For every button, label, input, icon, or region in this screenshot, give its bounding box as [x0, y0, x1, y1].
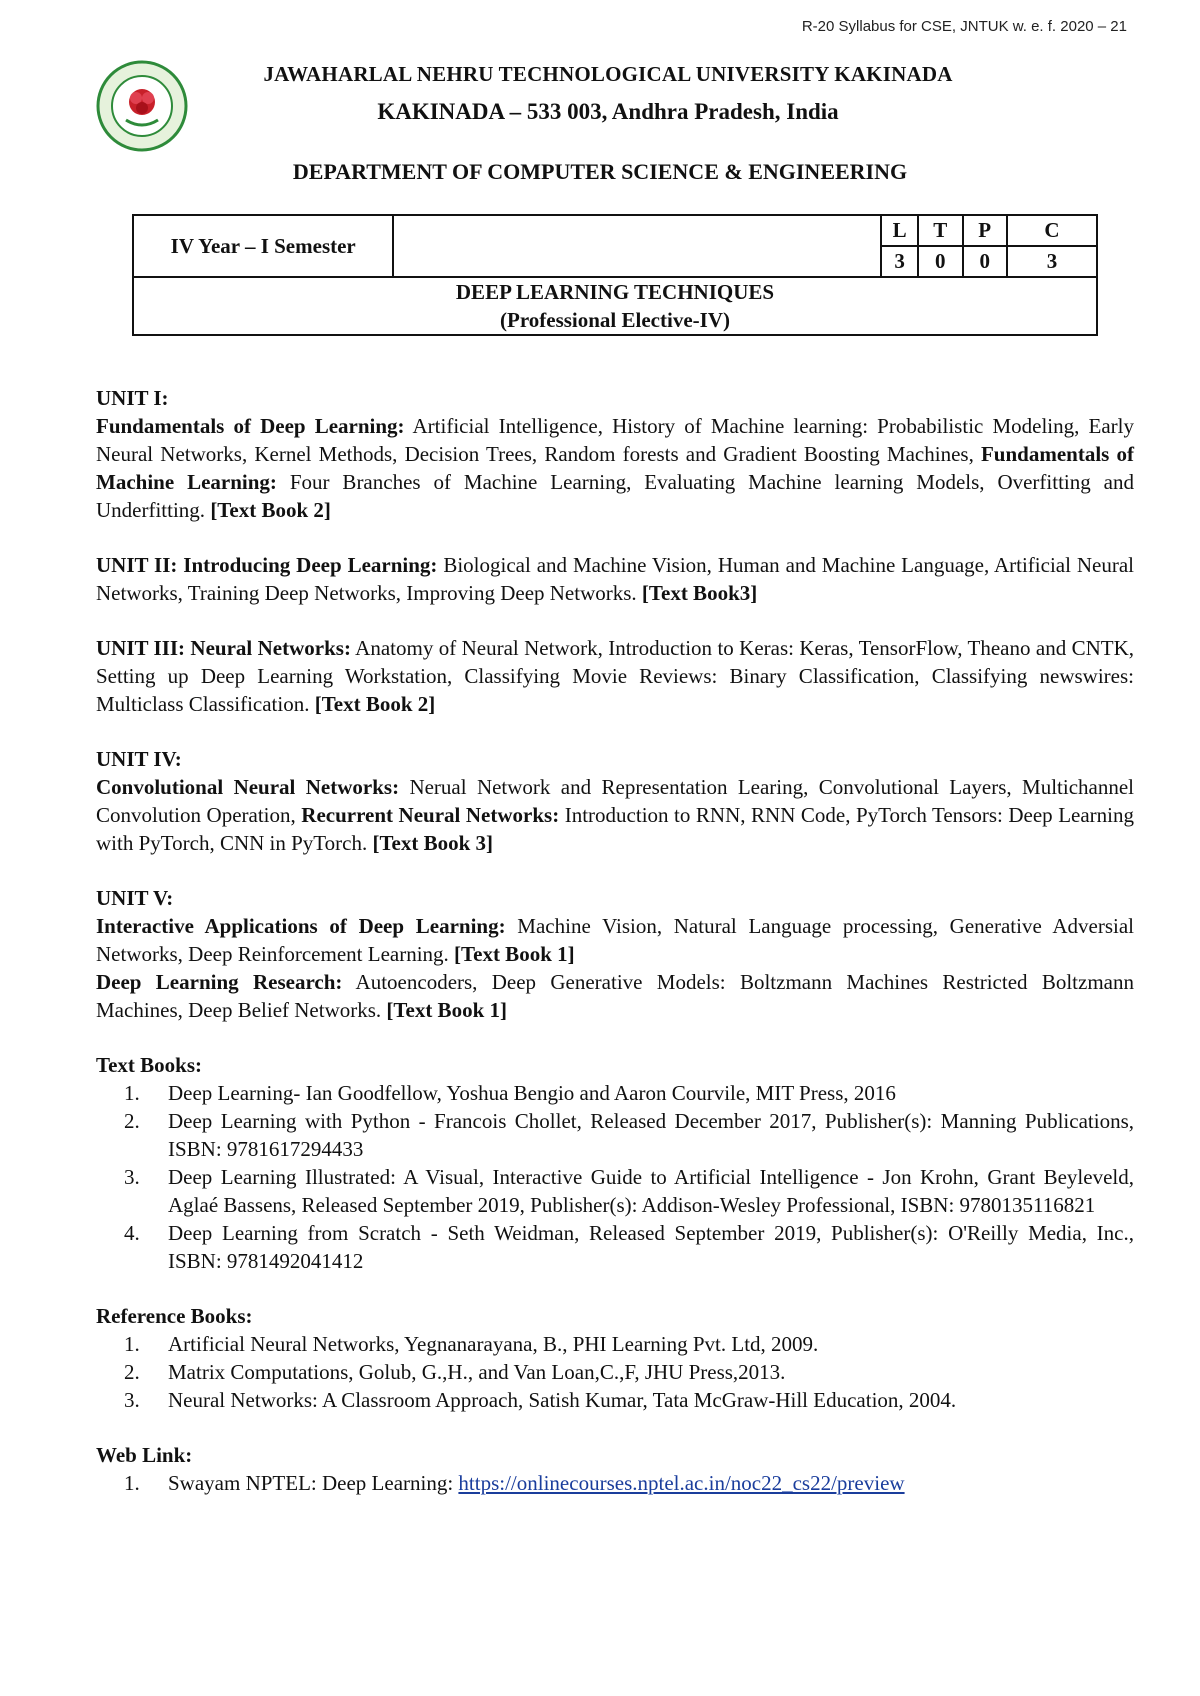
ltpc-header-c: C [1007, 215, 1097, 246]
ltpc-value-c: 3 [1007, 246, 1097, 277]
list-item: 1. Artificial Neural Networks, Yegnanarayana, B., PHI Learning Pvt. Ltd, 2009. [124, 1332, 819, 1356]
references-list [96, 1330, 1134, 1414]
textbooks-list [96, 1079, 1134, 1275]
weblink-list [96, 1469, 1134, 1497]
unit5-body-2: Deep Learning Research: Autoencoders, Deep Generative Models: Boltzmann Machines Restricted Boltzmann Machines, Deep Belief Networks. [Text Book 1] [96, 970, 1134, 1022]
course-table [132, 214, 1098, 336]
ltpc-header-p: P [963, 215, 1007, 246]
list-item: 1. Swayam NPTEL: Deep Learning: https://onlinecourses.nptel.ac.in/noc22_cs22/preview [124, 1471, 905, 1495]
nptel-link[interactable]: https://onlinecourses.nptel.ac.in/noc22_cs22/preview [458, 1471, 905, 1495]
references-heading: Reference Books: [96, 1304, 253, 1328]
unit1-heading: UNIT I: [96, 386, 169, 410]
syllabus-content [96, 384, 1134, 1497]
list-item: 2. Deep Learning with Python - Francois Chollet, Released December 2017, Publisher(s): Manning Publications, ISBN: 9781617294433 [124, 1109, 1134, 1161]
semester-cell: IV Year – I Semester [133, 215, 393, 277]
ltpc-value-l: 3 [881, 246, 918, 277]
blank-cell [393, 215, 881, 277]
weblink-heading: Web Link: [96, 1443, 193, 1467]
list-item: 4. Deep Learning from Scratch - Seth Weidman, Released September 2019, Publisher(s): O'Reilly Media, Inc., ISBN: 9781492041412 [124, 1221, 1134, 1273]
unit3-body: UNIT III: Neural Networks: Anatomy of Neural Network, Introduction to Keras: Keras, TensorFlow, Theano and CNTK, Setting up Deep Learning Workstation, Classifying Movie Reviews: Binary Classification, Classifying newswires: Multiclass Classification. [Text Book 2] [96, 636, 1135, 716]
course-title-cell [133, 277, 1097, 335]
department-name: DEPARTMENT OF COMPUTER SCIENCE & ENGINEERING [292, 159, 908, 184]
list-item: 2. Matrix Computations, Golub, G.,H., and Van Loan,C.,F, JHU Press,2013. [124, 1360, 786, 1384]
textbooks-heading: Text Books: [96, 1053, 202, 1077]
unit4-heading: UNIT IV: [96, 747, 182, 771]
unit2-body: UNIT II: Introducing Deep Learning: Biological and Machine Vision, Human and Machine Language, Artificial Neural Networks, Training Deep Networks, Improving Deep Networks. [Text Book3] [96, 553, 1134, 605]
course-subtitle: (Professional Elective-IV) [500, 308, 730, 332]
unit5-body-1: Interactive Applications of Deep Learning: Machine Vision, Natural Language processing, Generative Adversial Networks, Deep Reinforcement Learning. [Text Book 1] [96, 914, 1134, 966]
ltpc-value-p: 0 [963, 246, 1007, 277]
university-address: KAKINADA – 533 003, Andhra Pradesh, India [377, 99, 839, 124]
university-name: JAWAHARLAL NEHRU TECHNOLOGICAL UNIVERSITY KAKINADA [263, 62, 953, 86]
course-title: DEEP LEARNING TECHNIQUES [455, 280, 775, 304]
ltpc-header-t: T [918, 215, 962, 246]
ltpc-header-l: L [881, 215, 918, 246]
page-header-tag: R-20 Syllabus for CSE, JNTUK w. e. f. 2020 – 21 [801, 18, 1127, 35]
list-item: 3. Neural Networks: A Classroom Approach, Satish Kumar, Tata McGraw-Hill Education, 2004. [124, 1388, 957, 1412]
unit1-body: Fundamentals of Deep Learning: Artificial Intelligence, History of Machine learning: Probabilistic Modeling, Early Neural Networks, Kernel Methods, Decision Trees, Random forests and Gradient Boosting Machines, Fundamentals of Machine Learning: Four Branches of Machine Learning, Evaluating Machine learning Models, Overfitting and Underfitting. [Text Book 2] [96, 414, 1134, 522]
ltpc-value-t: 0 [918, 246, 962, 277]
unit5-heading: UNIT V: [96, 886, 174, 910]
list-item: 3. Deep Learning Illustrated: A Visual, Interactive Guide to Artificial Intelligence - Jon Krohn, Grant Beyleveld, Aglaé Bassens, Released September 2019, Publisher(s): Addison-Wesley Professional, ISBN: 9780135116821 [124, 1165, 1134, 1217]
unit4-body: Convolutional Neural Networks: Nerual Network and Representation Learing, Convolutional Layers, Multichannel Convolution Operation, Recurrent Neural Networks: Introduction to RNN, RNN Code, PyTorch Tensors: Deep Learning with PyTorch, CNN in PyTorch. [Text Book 3] [96, 775, 1134, 855]
list-item: 1. Deep Learning- Ian Goodfellow, Yoshua Bengio and Aaron Courvile, MIT Press, 2016 [124, 1081, 896, 1105]
